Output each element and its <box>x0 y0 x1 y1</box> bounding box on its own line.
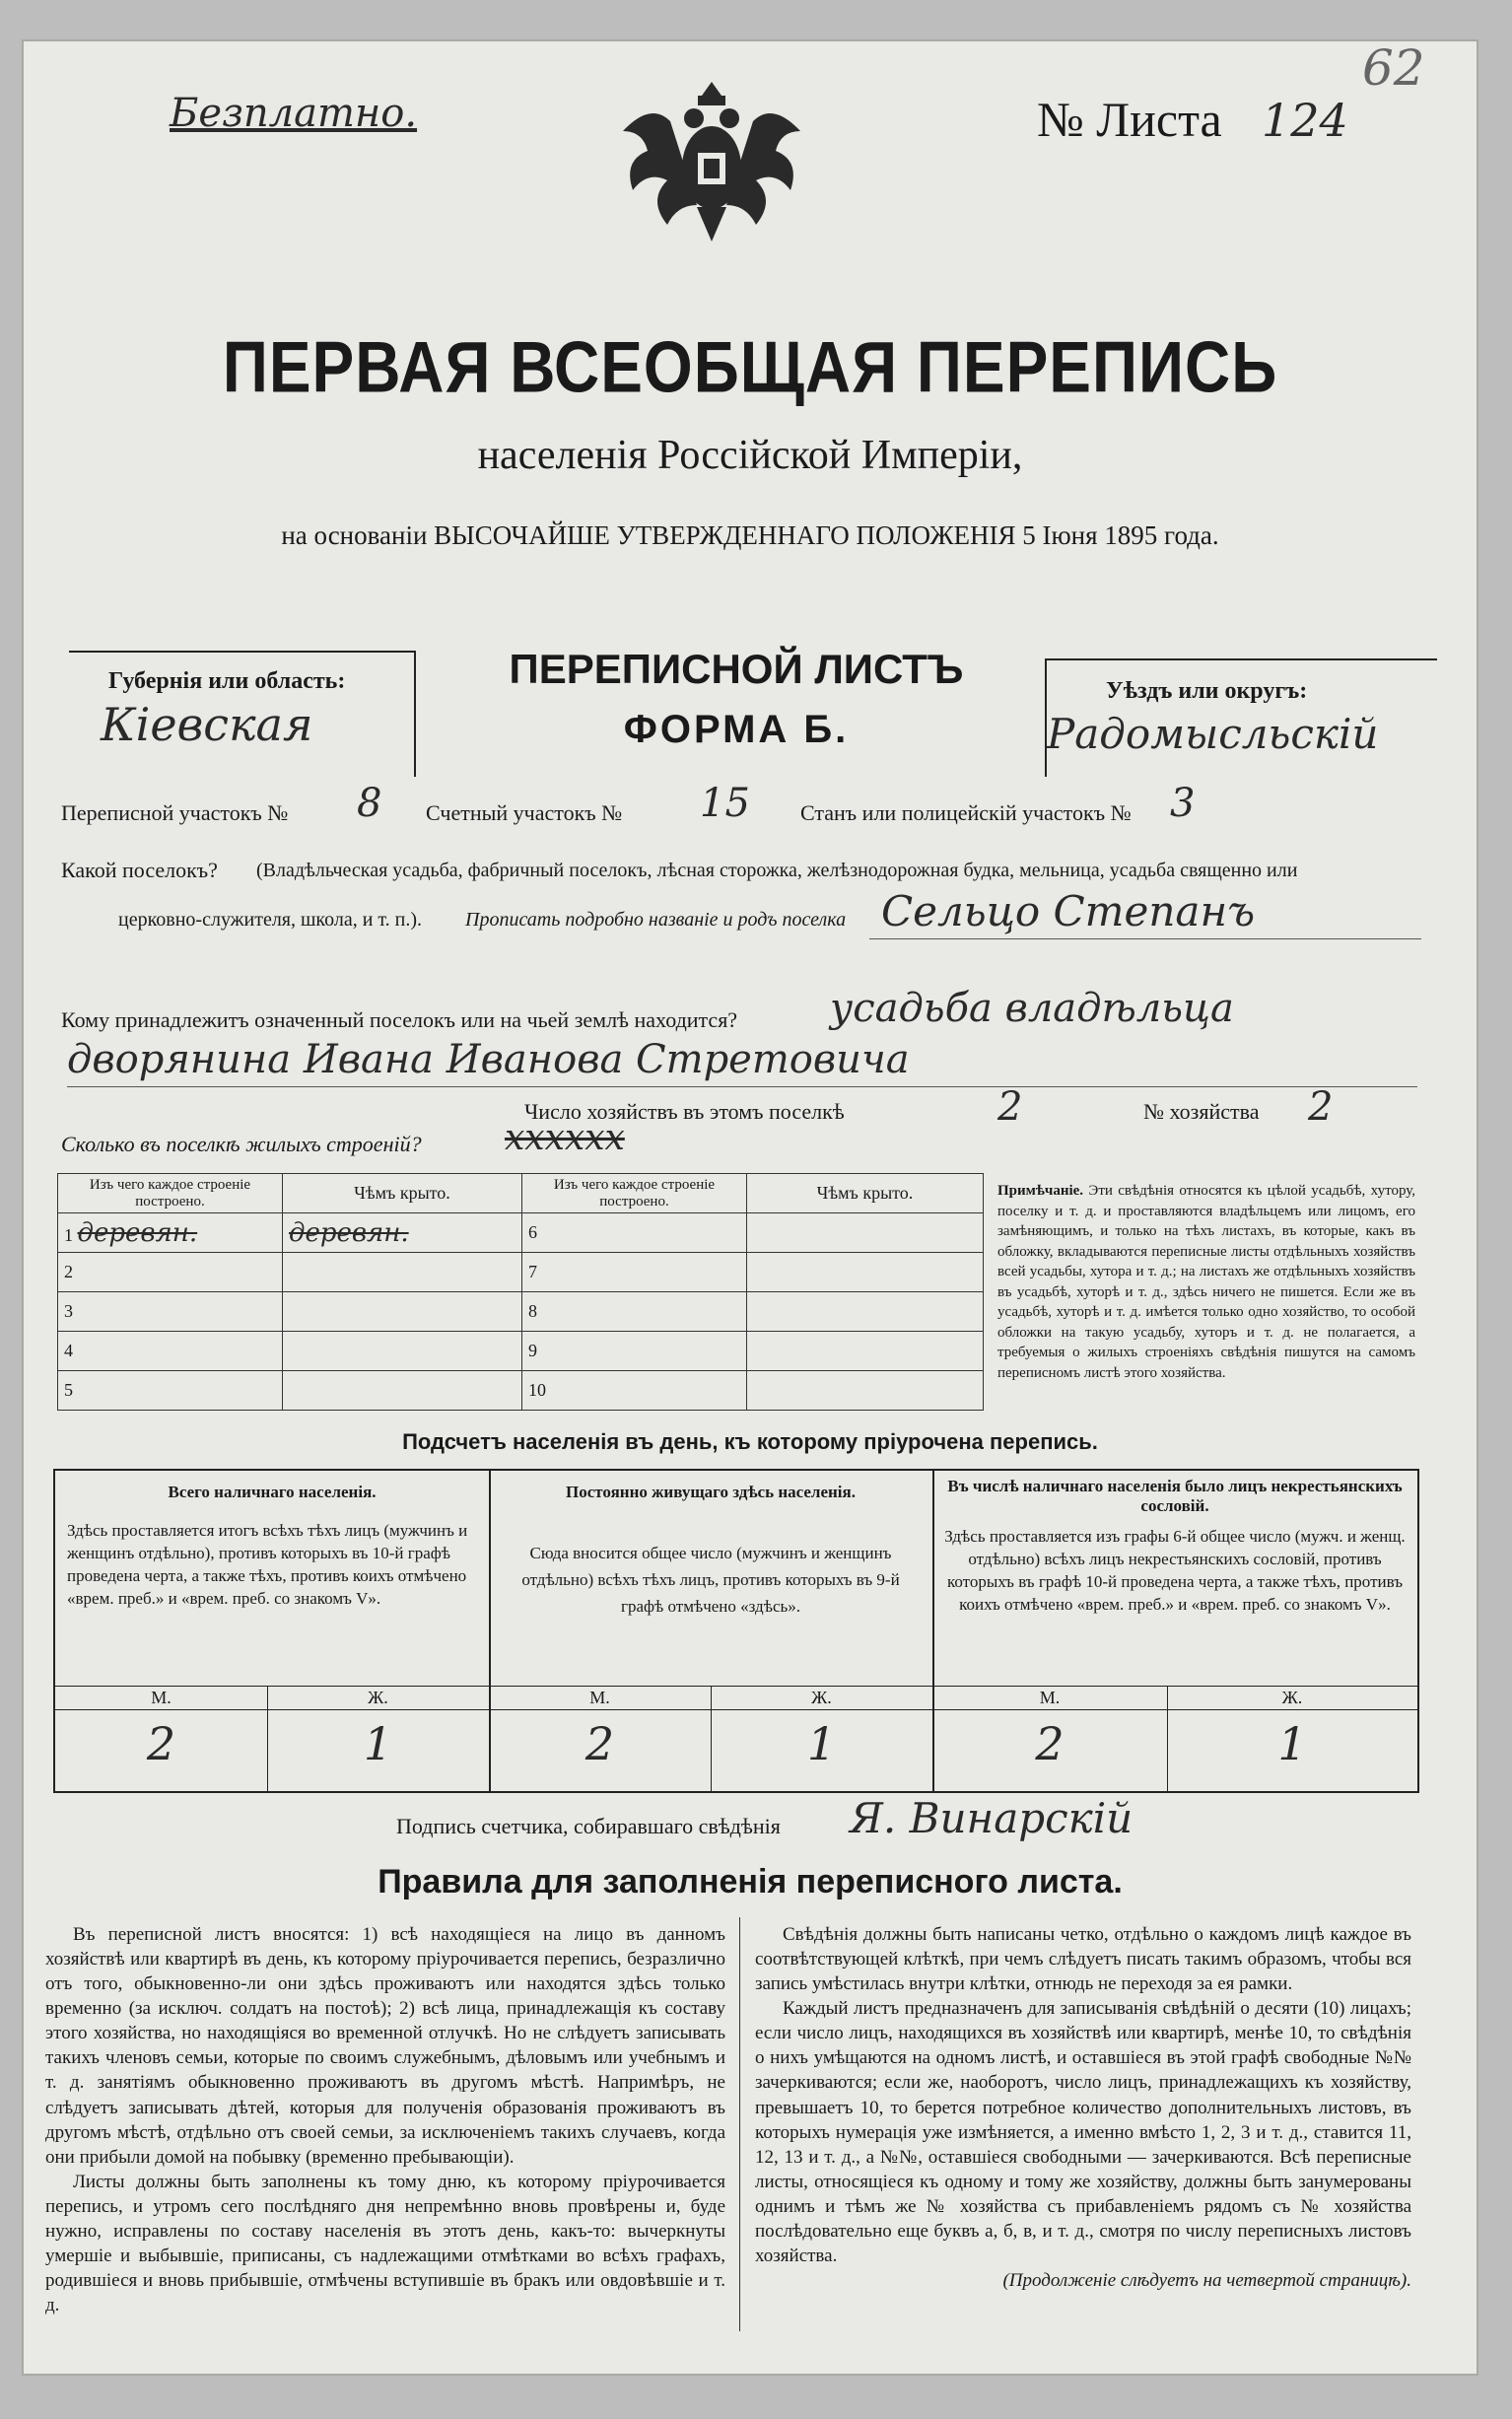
rules-left-para-2: Листы должны быть заполнены къ тому дню, къ которому пріурочивается перепись, и утромъ сего послѣдняго дня непремѣнно вновь провѣрены и, буде нужно, исправлены по составу населенія въ этотъ день, какъ-то: вычеркнуты умершіе и выбывшіе, приписаны, съ надлежащими отмѣтками во всѣхъ графахъ, родившіеся и вновь прибывшіе, отмѣчены вступившіе въ бракъ или овдовѣвшіе и т. д. <box>45 2171 725 2316</box>
gubernia-label: Губернія или область: <box>108 668 346 694</box>
row-number: 7 <box>522 1253 747 1292</box>
row-number: 2 <box>58 1253 283 1292</box>
row-number: 6 <box>522 1213 747 1253</box>
uezd-value: Радомысльскій <box>1047 710 1379 758</box>
gubernia-value: Кіевская <box>101 698 313 751</box>
row-number: 1 <box>64 1224 73 1245</box>
sheet-no-label: № Листа <box>1037 92 1222 147</box>
buildings-question: Сколько въ поселкѣ жилыхъ строеній? <box>61 1132 422 1156</box>
basis-line: на основаніи ВЫСОЧАЙШЕ УТВЕРЖДЕННАГО ПОЛОЖЕНІЯ 5 Іюня 1895 года. <box>281 520 1219 550</box>
row-number: 9 <box>522 1332 747 1371</box>
owner-value-2: дворянина Ивана Иванова Стретовича <box>67 1037 910 1082</box>
rules-continued: (Продолженіе слѣдуетъ на четвертой страницѣ). <box>1002 2270 1411 2292</box>
count-col1-title: Всего наличнаго населенія. <box>168 1483 377 1501</box>
total-m-value: 2 <box>146 1717 176 1770</box>
household-no-label: № хозяйства <box>1143 1099 1260 1124</box>
table-row <box>58 1213 984 1253</box>
m-label: М. <box>151 1688 172 1707</box>
rules-divider <box>739 1917 740 2331</box>
census-sheet <box>22 39 1478 2376</box>
row-number: 3 <box>58 1292 283 1332</box>
stan-value: 3 <box>1170 781 1196 826</box>
settlement-question: Какой поселокъ? <box>61 858 218 882</box>
count-col3-title: Въ числѣ наличнаго населенія было лицъ некрестьянскихъ сословій. <box>947 1477 1403 1515</box>
col-material: Изъ чего каждое строеніе построено. <box>58 1174 283 1213</box>
table-row <box>58 1253 984 1292</box>
note-text: Эти свѣдѣнія относятся къ цѣлой усадьбѣ, хутору, поселку и т. д. и проставляются владѣльцемъ или лицомъ, его замѣняющимъ, и только на тѣхъ листахъ, въ которые, какъ въ обложку, вкладываются переписные листы отдѣльныхъ хозяйствъ всей усадьбы, хутора и т. д.; на листахъ же отдѣльныхъ хозяйствъ въ усадьбѣ, хуторѣ и т. д., здѣсь ничего не пишется. Если же въ усадьбѣ, хуторѣ и т. д. имѣется только одно хозяйство, то особой обложки на такую усадьбу, хуторъ и т. д. не полагается, а требуемыя о жилыхъ строеніяхъ свѣдѣнія пишутся на самомъ переписномъ листѣ этого хозяйства. <box>997 1183 1415 1381</box>
buildings-value: xxxxxx <box>505 1118 625 1158</box>
count-col3-text: Здѣсь проставляется изъ графы 6-й общее число (мужч. и женщ. отдѣльно) всѣхъ лицъ некрестьянскихъ сословій, противъ которыхъ въ графѣ 10-й проведена черта, а также тѣхъ, противъ коихъ отмѣчено «врем. преб.» и «врем. преб. со знакомъ V». <box>944 1527 1406 1614</box>
count-col1-text: Здѣсь проставляется итогъ всѣхъ тѣхъ лицъ (мужчинъ и женщинъ отдѣльно), противъ которыхъ въ 10-й графѣ проведена черта, а также тѣхъ, противъ коихъ отмѣчено «врем. преб.» и «врем. преб. со знакомъ V». <box>67 1521 468 1608</box>
settlement-hint-3: Прописать подробно названіе и родъ поселка <box>465 909 847 931</box>
permanent-zh-value: 1 <box>806 1717 837 1770</box>
note <box>997 1181 1415 1383</box>
row-number: 8 <box>522 1292 747 1332</box>
count-table <box>53 1469 1419 1793</box>
permanent-m-value: 2 <box>584 1717 615 1770</box>
stan-label: Станъ или полицейскій участокъ № <box>800 800 1132 825</box>
count-district-label: Счетный участокъ № <box>426 800 623 825</box>
rules-left-column <box>45 1922 725 2317</box>
buildings-table <box>57 1173 984 1411</box>
table-row <box>58 1332 984 1371</box>
row-number: 4 <box>58 1332 283 1371</box>
imperial-eagle-emblem <box>613 74 810 256</box>
settlement-hint-2: церковно-служителя, школа, и т. п.). <box>118 909 422 931</box>
census-district-label: Переписной участокъ № <box>61 800 289 825</box>
signature-label: Подпись счетчика, собиравшаго свѣдѣнія <box>396 1814 781 1838</box>
free-label: Безплатно. <box>170 91 418 136</box>
rules-left-para-1: Въ переписной листъ вносятся: 1) всѣ находящіеся на лицо въ данномъ хозяйствѣ или квартирѣ въ день, къ которому пріурочивается перепись, безразлично отъ того, обыкновенно-ли они здѣсь проживаютъ или находятся здѣсь только временно (за исключ. солдатъ на постоѣ); 2) всѣ лица, принадлежащія къ составу этого хозяйства, но находящіяся во временной отлучкѣ. Но не слѣдуетъ записывать такихъ членовъ семьи, которые по своимъ служебнымъ, дѣловымъ или учебнымъ и т. д. занятіямъ обыкновенно проживаютъ въ другомъ мѣстѣ. Напримѣръ, не слѣдуетъ записывать дѣтей, которыя для полученія образованія проживаютъ въ другомъ мѣстѣ, отдѣльно отъ своей семьи, за исключеніемъ такихъ случаевъ, когда они прибыли домой на побывку (временно пребывающіи). <box>45 1924 725 2168</box>
settlement-hint-1: (Владѣльческая усадьба, фабричный поселокъ, лѣсная сторожка, желѣзнодорожная будка, мельница, усадьба священно или <box>256 860 1298 881</box>
count-col2-text: Сюда вносится общее число (мужчинъ и женщинъ отдѣльно) всѣхъ тѣхъ лицъ, противъ которыхъ въ 9-й графѣ отмѣчено «здѣсь». <box>521 1544 900 1617</box>
col-roof-2: Чѣмъ крыто. <box>747 1174 984 1213</box>
households-value: 2 <box>997 1084 1023 1130</box>
table-row <box>58 1371 984 1411</box>
rules-heading: Правила для заполненія переписного листа. <box>378 1863 1123 1901</box>
form-name: ФОРМА Б. <box>623 708 850 751</box>
table-row <box>58 1292 984 1332</box>
rules-right-para-1: Свѣдѣнія должны быть написаны четко, отдѣльно о каждомъ лицѣ каждое въ соотвѣтствующей клѣткѣ, при чемъ слѣдуетъ писать такимъ образомъ, чтобы вся запись умѣстилась внутри клѣтки, отнюдь не переходя за ея рамки. <box>755 1924 1411 1995</box>
col-roof: Чѣмъ крыто. <box>283 1174 522 1213</box>
household-no-value: 2 <box>1308 1084 1334 1130</box>
m-label: М. <box>589 1688 610 1707</box>
count-col2-title: Постоянно живущаго здѣсь населенія. <box>566 1483 856 1501</box>
zh-label: Ж. <box>1281 1688 1303 1707</box>
census-district-value: 8 <box>357 781 382 826</box>
material-value: деревян. <box>77 1217 198 1248</box>
page-subtitle: населенія Россійской Имперіи, <box>477 433 1023 478</box>
owner-question: Кому принадлежитъ означенный поселокъ или на чьей землѣ находится? <box>61 1007 738 1032</box>
count-heading: Подсчетъ населенія въ день, къ которому пріурочена перепись. <box>402 1429 1098 1454</box>
page-title: ПЕРВАЯ ВСЕОБЩАЯ ПЕРЕПИСЬ <box>222 325 1278 408</box>
settlement-value: Сельцо Степанъ <box>881 887 1256 935</box>
settlement-underline <box>869 938 1421 939</box>
households-label: Число хозяйствъ въ этомъ поселкѣ <box>524 1099 845 1124</box>
archive-number: 62 <box>1362 39 1425 97</box>
noncrest-zh-value: 1 <box>1277 1717 1307 1770</box>
signature-value: Я. Винарскій <box>850 1794 1134 1842</box>
owner-value-1: усадьба владѣльца <box>830 986 1234 1031</box>
m-label: М. <box>1039 1688 1061 1707</box>
owner-underline <box>67 1086 1417 1087</box>
roof-value: деревян. <box>289 1217 409 1248</box>
row-number: 5 <box>58 1371 283 1411</box>
row-number: 10 <box>522 1371 747 1411</box>
zh-label: Ж. <box>368 1688 388 1707</box>
total-zh-value: 1 <box>363 1717 393 1770</box>
col-material-2: Изъ чего каждое строеніе построено. <box>522 1174 747 1213</box>
sheet-title: ПЕРЕПИСНОЙ ЛИСТЪ <box>509 646 964 692</box>
uezd-label: Уѣздъ или округъ: <box>1106 678 1308 704</box>
rules-right-para-2: Каждый листъ предназначенъ для записыванія свѣдѣній о десяти (10) лицахъ; если число лицъ, находящихся въ хозяйствѣ или квартирѣ, менѣе 10, то свѣдѣнія о нихъ умѣщаются на одномъ листѣ, и оставшіеся въ этой графѣ свободные №№ зачеркиваются; если же, наоборотъ, число лицъ, принадлежащихъ къ хозяйству, превышаетъ 10, то берется потребное количество дополнительныхъ листовъ, въ которыхъ нумерація уже измѣняется, а именно вмѣсто 1, 2, 3 и т. д., ставится 11, 12, 13 и т. д., а №№, оставшіеся свободными — зачеркиваются. Всѣ переписные листы, относящіеся къ одному и тому же хозяйству, должны быть занумерованы однимъ и тѣмъ же № хозяйства съ прибавленіемъ рядомъ съ № хозяйства послѣдовательно еще буквъ а, б, в, и т. д., смотря по числу переписныхъ листовъ хозяйства. <box>755 1998 1411 2267</box>
rules-right-column <box>755 1922 1411 2293</box>
count-district-value: 15 <box>700 781 750 826</box>
noncrest-m-value: 2 <box>1035 1717 1065 1770</box>
sheet-no-value: 124 <box>1262 94 1348 147</box>
zh-label: Ж. <box>811 1688 832 1707</box>
note-title: Примѣчаніе. <box>997 1183 1084 1199</box>
